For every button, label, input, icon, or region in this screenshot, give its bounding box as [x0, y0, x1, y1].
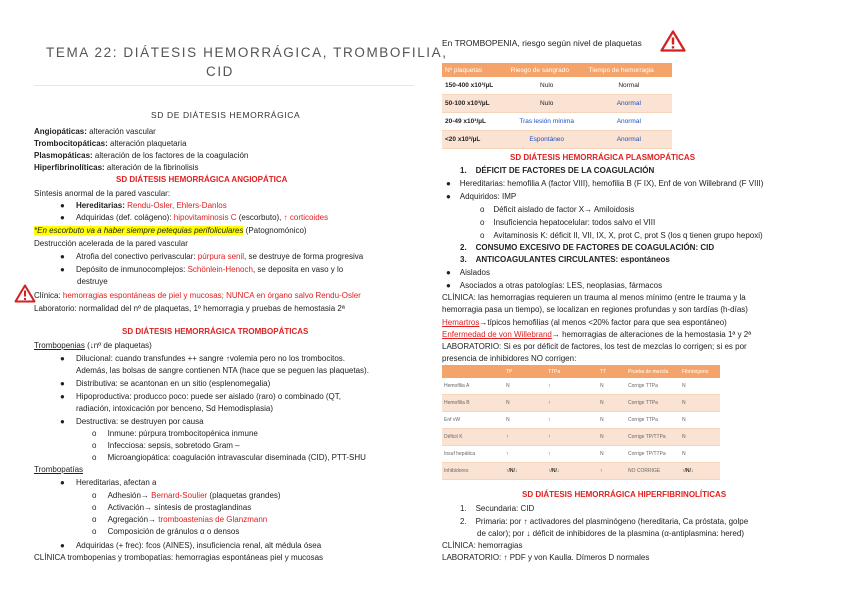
- trombopatias-agregacion: o Agregación→ tromboastenias de Glanzmann: [92, 515, 268, 524]
- table-cell: ↑: [546, 446, 598, 463]
- tromb-hipoproductiva: ● Hipoproductiva: producco poco: puede ser aislado (raro) o combinado (QT,: [60, 392, 341, 401]
- platelet-risk-table: [442, 63, 672, 149]
- table-cell: N: [504, 378, 546, 395]
- table-header-cell: Tiempo de hemorragia: [586, 63, 672, 77]
- hiper-clinica: CLÍNICA: hemorragias: [442, 541, 523, 550]
- table-cell: N: [504, 412, 546, 429]
- table-cell: Anormal: [586, 113, 672, 131]
- table-cell: Corrige TTPa: [626, 412, 680, 429]
- angio-highlight-line: *En escorbuto va a haber siempre petequias perifoliculares (Patognomónico): [34, 226, 307, 235]
- table-cell: Nulo: [508, 95, 586, 113]
- document-title-line1: TEMA 22: DIÁTESIS HEMORRÁGICA, TROMBOFILIA,: [46, 45, 448, 60]
- trombopatias-activacion: o Activación→ síntesis de prostaglandinas: [92, 503, 252, 512]
- table-cell: ↑/N/↓: [546, 463, 598, 480]
- plasmo-n3: 3. ANTICOAGULANTES CIRCULANTES: espontáneos: [460, 255, 670, 264]
- table-header-cell: Riesgo de sangrado: [508, 63, 586, 77]
- table-header-row: [442, 365, 720, 378]
- heading-trombopaticas: SD DIÁTESIS HEMORRÁGICA TROMBOPÁTICAS: [122, 327, 309, 336]
- table-cell: 20-49 x10³/µL: [442, 113, 508, 131]
- tromb-microangiopatica: o Microangiopática: coagulación intravascular diseminada (CID), PTT-SHU: [92, 453, 366, 462]
- warning-triangle-icon: [14, 284, 36, 303]
- trombopenias-label: Trombopenias (↓nº de plaquetas): [34, 341, 152, 350]
- table-row: [442, 77, 672, 95]
- table-cell: N: [598, 412, 626, 429]
- table-cell: N: [680, 446, 720, 463]
- table-header-cell: Prueba de mezcla: [626, 365, 680, 378]
- tromb-destructiva: ● Destructiva: se destruyen por causa: [60, 417, 204, 426]
- plasmo-deficit-x: o Déficit aislado de factor X→ Amiloidosis: [480, 205, 635, 214]
- warning-triangle-icon: [660, 30, 686, 52]
- table-cell: Inhibidores: [442, 463, 504, 480]
- table-cell: Anormal: [586, 131, 672, 149]
- trombopatias-clinica: CLÍNICA trombopenias y trombopatías: hemorragias espontáneas piel y mucosas: [34, 553, 324, 562]
- angio-line-destruccion: Destrucción acelerada de la pared vascular: [34, 239, 188, 248]
- table-cell: <20 x10³/µL: [442, 131, 508, 149]
- table-cell: NO CORRIGE: [626, 463, 680, 480]
- title-divider: [34, 85, 414, 86]
- table-cell: N: [598, 446, 626, 463]
- table-row: [442, 412, 720, 429]
- table-cell: ↑: [504, 446, 546, 463]
- table-row: [442, 378, 720, 395]
- angio-line-sintesis: Síntesis anormal de la pared vascular:: [34, 189, 171, 198]
- angio-laboratorio: Laboratorio: normalidad del nº de plaquetas, 1º hemorragia y pruebas de hemostasia 2ª: [34, 304, 345, 313]
- table-cell: ↑: [546, 395, 598, 412]
- trombopatias-hereditarias: ● Hereditarias, afectan a: [60, 478, 157, 487]
- angio-bullet-deposito: ● Depósito de inmunocomplejos: Schönlein-Henoch, se deposita en vaso y lo: [60, 265, 344, 274]
- table-cell: N: [680, 378, 720, 395]
- angio-bullet-adquiridas: ● Adquiridas (def. colágeno): hipovitaminosis C (escorbuto), ↑ corticoides: [60, 213, 329, 222]
- table-cell: ↑: [546, 378, 598, 395]
- plasmo-avitaminosis-k: o Avitaminosis K: déficit II, VII, IX, X, prot C, prot S (los q tienen grupo hepoxi): [480, 231, 763, 240]
- table-cell: Espontáneo: [508, 131, 586, 149]
- table-cell: Hemofilia A: [442, 378, 504, 395]
- plasmo-clinica-1: CLÍNICA: las hemorragias requieren un trauma al menos mínimo (entre le trauma y la: [442, 293, 746, 302]
- table-cell: Corrige TP/TTPa: [626, 446, 680, 463]
- table-row: [442, 463, 720, 480]
- type-line-4: Hiperfibrinolíticas: alteración de la fibrinolisis: [34, 163, 199, 172]
- table-cell: Corrige TTPa: [626, 395, 680, 412]
- angio-bullet-hereditarias: ● Hereditarias: Rendu-Osler, Ehlers-Danlos: [60, 201, 227, 210]
- angio-bullet-atrofia: ● Atrofia del conectivo perivascular: púrpura senil, se destruye de forma progresiva: [60, 252, 364, 261]
- tromb-hipoproductiva-cont: radiación, intoxicación por benceno, Sd Hemodisplasia): [76, 404, 273, 413]
- angio-clinica: Clínica: hemorragias espontáneas de piel y mucosas; NUNCA en órgano salvo Rendu-Osler: [34, 291, 361, 300]
- tromb-distributiva: ● Distributiva: se acantonan en un sitio (esplenomegalia): [60, 379, 271, 388]
- table-cell: ↑: [546, 412, 598, 429]
- heading-hiperfibrinoliticas: SD DIÁTESIS HEMORRÁGICA HIPERFIBRINOLÍTICAS: [522, 490, 727, 499]
- heading-plasmopaticas: SD DIÁTESIS HEMORRÁGICA PLASMOPÁTICAS: [510, 153, 696, 162]
- table-cell: Anormal: [586, 95, 672, 113]
- table-cell: Corrige TTPa: [626, 378, 680, 395]
- table-header-cell: [442, 365, 504, 378]
- plasmo-insuf-hepato: o Insuficiencia hepatocelular: todos salvo el VIII: [480, 218, 656, 227]
- tromb-inmune: o Inmune: púrpura trombocitopénica inmune: [92, 429, 258, 438]
- plasmo-aislados: ● Aislados: [446, 268, 490, 277]
- plasmo-clinica-2: hemorragia pasa un tiempo), se localizan en regiones profundas y son tardías (h-días): [442, 305, 748, 314]
- tromb-infecciosa: o Infecciosa: sepsis, sobretodo Gram –: [92, 441, 240, 450]
- plasmo-von-willebrand: Enfermedad de von Willebrand→ hemorragias de alteraciones de la hemostasia 1ª y 2ª: [442, 330, 752, 339]
- table-cell: N: [680, 412, 720, 429]
- trombopatias-label: Trombopatías: [34, 465, 84, 474]
- type-line-3: Plasmopáticas: alteración de los factores de la coagulación: [34, 151, 249, 160]
- table-row: [442, 113, 672, 131]
- table-row: [442, 429, 720, 446]
- hiper-secundaria: 1. Secundaria: CID: [460, 504, 535, 513]
- trombopenia-risk-line: En TROMBOPENIA, riesgo según nivel de plaquetas: [442, 38, 642, 48]
- table-cell: ↑/N/↓: [504, 463, 546, 480]
- table-cell: Insuf hepática: [442, 446, 504, 463]
- table-cell: ↑/N/↓: [680, 463, 720, 480]
- plasmo-laboratorio-1: LABORATORIO: Si es por déficit de factores, los test de mezclas lo corrigen; si es por: [442, 342, 747, 351]
- plasmo-n2: 2. CONSUMO EXCESIVO DE FACTORES DE COAGULACIÓN: CID: [460, 243, 715, 252]
- tromb-dilucional: ● Dilucional: cuando transfundes ++ sangre ↑volemia pero no los trombocitos.: [60, 354, 345, 363]
- trombopatias-adquiridas: ● Adquiridas (+ frec): fcos (AINES), insuficiencia renal, alt médula ósea: [60, 541, 322, 550]
- table-header-row: [442, 63, 672, 77]
- table-row: [442, 446, 720, 463]
- table-header-cell: TT: [598, 365, 626, 378]
- table-cell: Normal: [586, 77, 672, 95]
- table-row: [442, 395, 720, 412]
- table-cell: ↑: [598, 463, 626, 480]
- table-cell: N: [598, 378, 626, 395]
- table-cell: Corrige TP/TTPa: [626, 429, 680, 446]
- table-cell: N: [598, 395, 626, 412]
- table-cell: Déficit K: [442, 429, 504, 446]
- type-line-2: Trombocitopáticas: alteración plaquetaria: [34, 139, 187, 148]
- table-cell: Hemofilia B: [442, 395, 504, 412]
- table-cell: ↑: [504, 429, 546, 446]
- trombopatias-composicion: o Composición de gránulos α o densos: [92, 527, 240, 536]
- table-row: [442, 131, 672, 149]
- document-title-line2: CID: [205, 64, 235, 79]
- hiper-primaria: 2. Primaria: por ↑ activadores del plasminógeno (hereditaria, Ca próstata, golpe: [460, 517, 749, 526]
- table-cell: Nulo: [508, 77, 586, 95]
- table-cell: N: [680, 429, 720, 446]
- table-cell: 50-100 x10³/µL: [442, 95, 508, 113]
- tromb-dilucional-cont: Además, las bolsas de sangre contienen NTA (hace que se peguen las plaquetas).: [76, 366, 369, 375]
- table-cell: 150-400 x10³/µL: [442, 77, 508, 95]
- plasmo-hemartros: Hemartros→típicos hemofilias (al menos <20% factor para que sea espontáneo): [442, 318, 727, 327]
- table-cell: ↑: [546, 429, 598, 446]
- table-cell: N: [504, 395, 546, 412]
- coagulation-tests-table: [442, 365, 720, 480]
- plasmo-laboratorio-2: presencia de inhibidores NO corrigen:: [442, 354, 577, 363]
- plasmo-hereditarias: ● Hereditarias: hemofilia A (factor VIII), hemofilia B (F IX), Enf de von Willebrand (F VIII): [446, 179, 764, 188]
- table-header-cell: TP: [504, 365, 546, 378]
- table-header-cell: Fibrinógeno: [680, 365, 720, 378]
- plasmo-asociados: ● Asociados a otras patologías: LES, neoplasias, fármacos: [446, 281, 663, 290]
- table-header-cell: TTPa: [546, 365, 598, 378]
- hiper-primaria-cont: de calor); por ↓ déficit de inhibidores de la plasmina (α-antiplasmina: hered): [477, 529, 744, 538]
- table-cell: Tras lesión mínima: [508, 113, 586, 131]
- type-line-1: Angiopáticas: alteración vascular: [34, 127, 156, 136]
- table-header-cell: Nº plaquetas: [442, 63, 508, 77]
- table-cell: Enf vW: [442, 412, 504, 429]
- angio-bullet-deposito-cont: destruye: [77, 277, 108, 286]
- trombopatias-adhesion: o Adhesión→ Bernard-Soulier (plaquetas grandes): [92, 491, 281, 500]
- hiper-laboratorio: LABORATORIO: ↑ PDF y von Kaulla. Dímeros D normales: [442, 553, 650, 562]
- plasmo-adquiridos: ● Adquiridos: IMP: [446, 192, 517, 201]
- plasmo-n1: 1. DÉFICIT DE FACTORES DE LA COAGULACIÓN: [460, 166, 655, 175]
- section-title-sd: SD DE DIÁTESIS HEMORRÁGICA: [151, 110, 301, 120]
- table-cell: N: [680, 395, 720, 412]
- heading-angiopatica: SD DIÁTESIS HEMORRÁGICA ANGIOPÁTICA: [116, 175, 288, 184]
- table-cell: N: [598, 429, 626, 446]
- table-row: [442, 95, 672, 113]
